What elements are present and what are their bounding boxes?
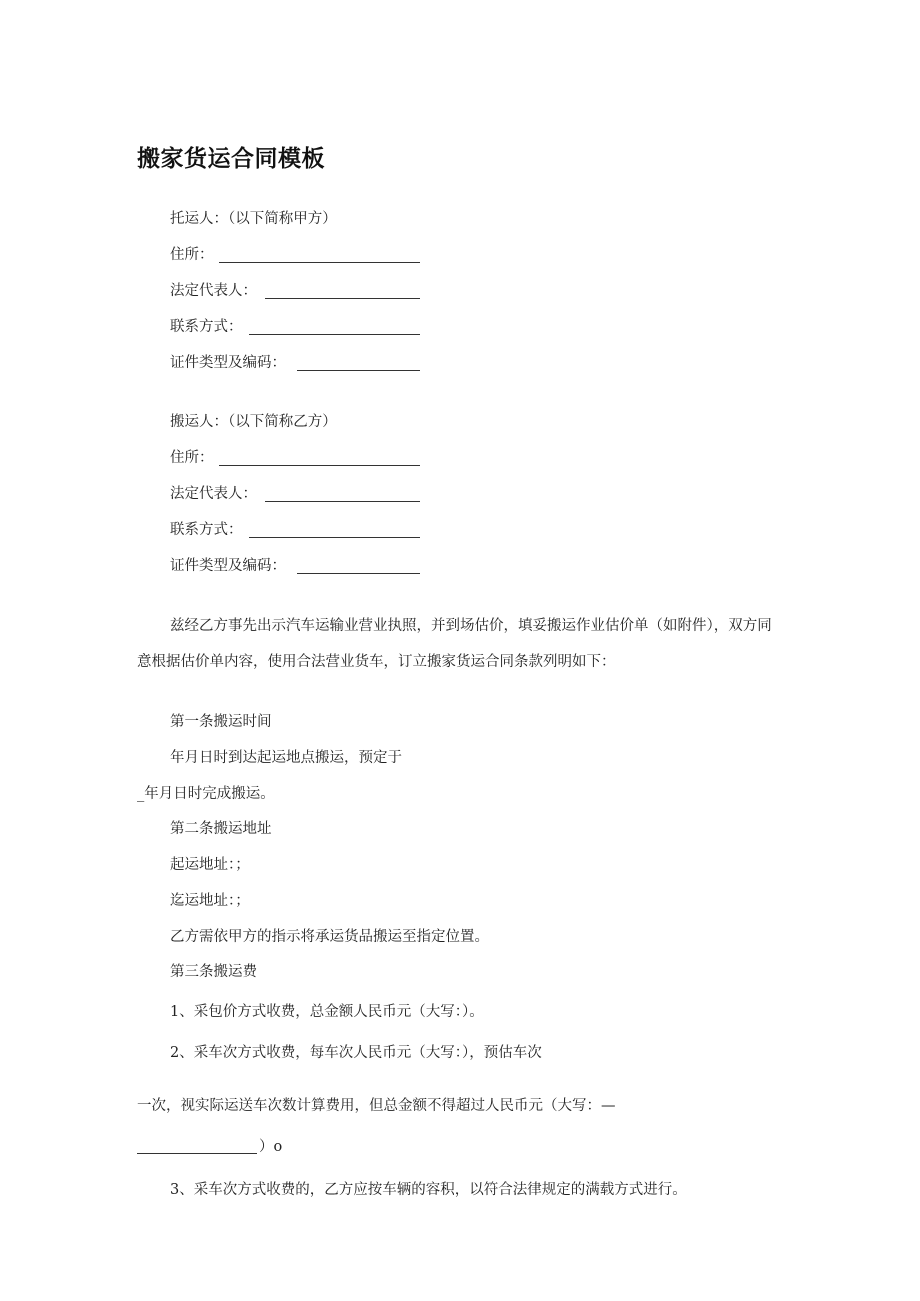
article3-item2-line3-tail: ）o xyxy=(259,1139,283,1155)
article2-destination: 迄运地址：； xyxy=(170,893,250,909)
party-b-contact-blank xyxy=(249,537,420,538)
article2-heading: 第二条搬运地址 xyxy=(170,821,272,837)
party-a-contact-blank xyxy=(249,334,420,335)
article3-item3: 3、采车次方式收费的，乙方应按车辆的容积，以符合法律规定的满载方式进行。 xyxy=(170,1182,687,1198)
intro-paragraph: 兹经乙方事先出示汽车运输业营业执照，并到场估价，填妥搬运作业估价单（如附件），双方同意根据估价单内容，使用合法营业货车，订立搬家货运合同条款列明如下： xyxy=(137,618,772,670)
party-a-rep-label: 法定代表人： xyxy=(170,283,257,299)
article2-origin: 起运地址：； xyxy=(170,857,250,873)
party-b-rep-blank xyxy=(265,501,420,502)
article3-heading: 第三条搬运费 xyxy=(170,964,257,980)
party-b-address-blank xyxy=(219,465,420,466)
party-b-contact-label: 联系方式： xyxy=(170,522,243,538)
party-b-rep-label: 法定代表人： xyxy=(170,486,257,502)
party-a-address-blank xyxy=(219,262,420,263)
party-a-id-blank xyxy=(297,370,420,371)
party-b-heading: 搬运人：（以下简称乙方） xyxy=(170,414,337,430)
party-a-heading: 托运人：（以下简称甲方） xyxy=(170,211,337,227)
article1-line1: 年月日时到达起运地点搬运，预定于 xyxy=(170,750,402,766)
article2-note: 乙方需依甲方的指示将承运货品搬运至指定位置。 xyxy=(170,929,489,945)
party-b-address-label: 住所： xyxy=(170,450,214,466)
party-a-rep-blank xyxy=(265,298,420,299)
article3-item2-line2: 一次，视实际运送车次数计算费用，但总金额不得超过人民币元（大写：— xyxy=(137,1098,616,1114)
document-title: 搬家货运合同模板 xyxy=(137,146,325,172)
article3-item1: 1、采包价方式收费，总金额人民币元（大写：）。 xyxy=(170,1004,484,1020)
party-a-id-label: 证件类型及编码： xyxy=(170,355,286,371)
party-a-contact-label: 联系方式： xyxy=(170,319,243,335)
article1-line2: _年月日时完成搬运。 xyxy=(137,786,275,802)
article3-item2-line1: 2、采车次方式收费，每车次人民币元（大写：），预估车次 xyxy=(170,1045,542,1061)
party-b-id-label: 证件类型及编码： xyxy=(170,558,286,574)
party-b-id-blank xyxy=(297,573,420,574)
article3-amount-blank xyxy=(137,1153,257,1154)
party-a-address-label: 住所： xyxy=(170,247,214,263)
article1-heading: 第一条搬运时间 xyxy=(170,714,272,730)
